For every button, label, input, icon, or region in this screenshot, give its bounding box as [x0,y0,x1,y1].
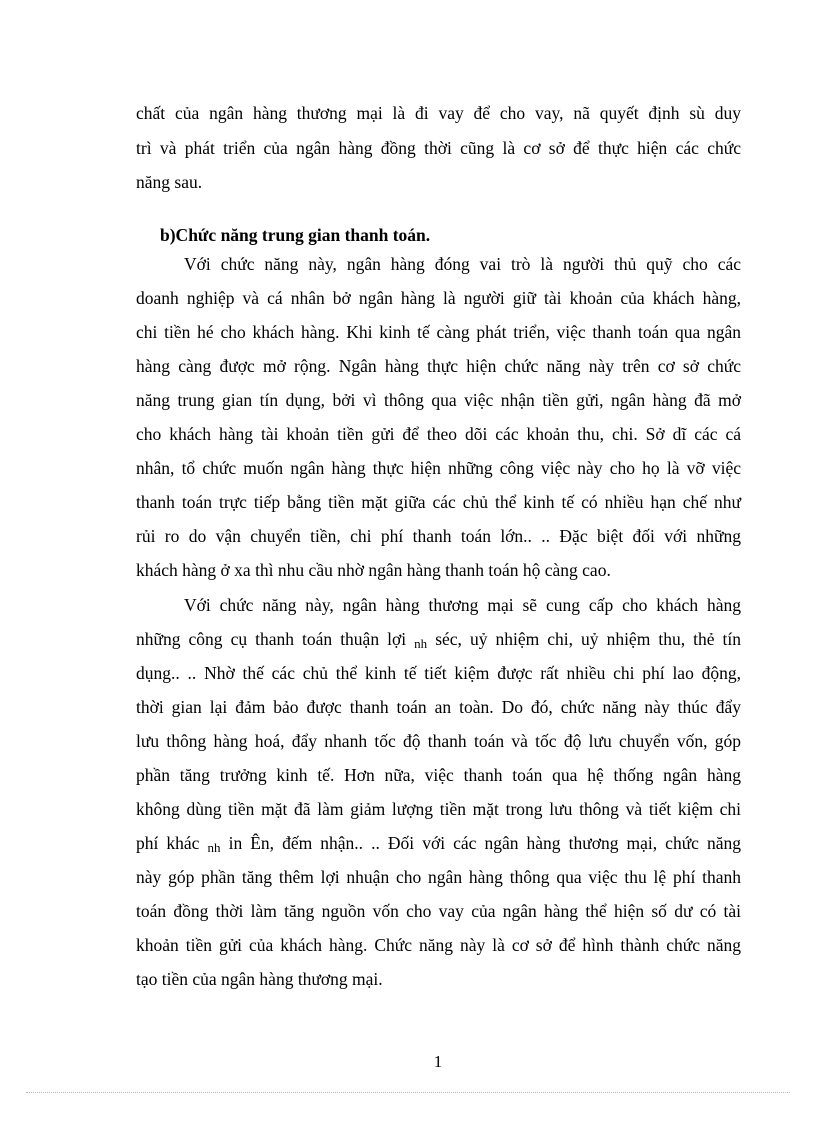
paragraph-line: khách hàng ở xa thì nhu cầu nhờ ngân hàng thanh toán hộ càng cao. [136,560,611,580]
intro-line: chất của ngân hàng thương mại là đi vay để cho vay, nã quyết định sù duy [136,103,741,123]
intro-line: năng sau. [136,172,203,192]
subscript-text: nh [207,840,221,855]
paragraph-line [136,833,741,858]
paragraph-text: phí khác [136,833,200,853]
paragraph-line: tạo tiền của ngân hàng thương mại. [136,969,383,989]
paragraph-line: nhân, tổ chức muốn ngân hàng thực hiện những công việc này cho họ là vỡ việc [136,458,741,478]
paragraph-line: Với chức năng này, ngân hàng đóng vai trò là người thủ quỹ cho các [184,254,741,274]
paragraph-line: khoản tiền gửi của khách hàng. Chức năng này là cơ sở để hình thành chức năng [136,935,741,955]
page-number: 1 [433,1052,443,1071]
intro-line: trì và phát triển của ngân hàng đồng thời cũng là cơ sở để thực hiện các chức [136,138,741,158]
section-heading: b)Chức năng trung gian thanh toán. [160,225,431,245]
paragraph-text: séc, uỷ nhiệm chi, uỷ nhiệm thu, thẻ tín [435,629,742,649]
paragraph-text: in Ên, đếm nhận.. .. Đối với các ngân hàng thương mại, chức năng [228,833,742,853]
paragraph-line: hàng càng được mở rộng. Ngân hàng thực hiện chức năng này trên cơ sở chức [136,356,741,376]
paragraph-line: doanh nghiệp và cá nhân bở ngân hàng là người giữ tài khoản của khách hàng, [136,288,741,308]
paragraph-line: này góp phần tăng thêm lợi nhuận cho ngân hàng thông qua việc thu lệ phí thanh [136,867,741,887]
paragraph-line: thanh toán trực tiếp bằng tiền mặt giữa các chủ thể kinh tế có nhiều hạn chế như [136,492,741,512]
paragraph-line: toán đồng thời làm tăng nguồn vốn cho vay của ngân hàng thể hiện số dư có tài [136,901,741,921]
paragraph-line: dụng.. .. Nhờ thế các chủ thể kinh tế tiết kiệm được rất nhiều chi phí lao động, [136,663,741,683]
footer-divider [26,1092,790,1093]
subscript-text: nh [414,636,428,651]
paragraph-line: không dùng tiền mặt đã làm giảm lượng tiền mặt trong lưu thông và tiết kiệm chi [136,799,741,819]
paragraph-text: những công cụ thanh toán thuận lợi [136,629,407,649]
paragraph-line: năng trung gian tín dụng, bởi vì thông qua việc nhận tiền gửi, ngân hàng đã mở [136,390,741,410]
paragraph-line: lưu thông hàng hoá, đẩy nhanh tốc độ thanh toán và tốc độ lưu chuyển vốn, góp [136,731,741,751]
paragraph-line: thời gian lại đảm bảo được thanh toán an toàn. Do đó, chức năng này thúc đẩy [136,697,741,717]
paragraph-line: chi tiền hé cho khách hàng. Khi kinh tế càng phát triển, việc thanh toán qua ngân [136,322,741,342]
paragraph-line: rủi ro do vận chuyển tiền, chi phí thanh toán lớn.. .. Đặc biệt đối với những [136,526,741,546]
paragraph-line: phần tăng trưởng kinh tế. Hơn nữa, việc thanh toán qua hệ thống ngân hàng [136,765,741,785]
paragraph-line: Với chức năng này, ngân hàng thương mại sẽ cung cấp cho khách hàng [184,595,741,615]
paragraph-line: cho khách hàng tài khoản tiền gửi để theo dõi các khoản thu, chi. Sở dĩ các cá [136,424,741,444]
paragraph-line [136,629,741,654]
